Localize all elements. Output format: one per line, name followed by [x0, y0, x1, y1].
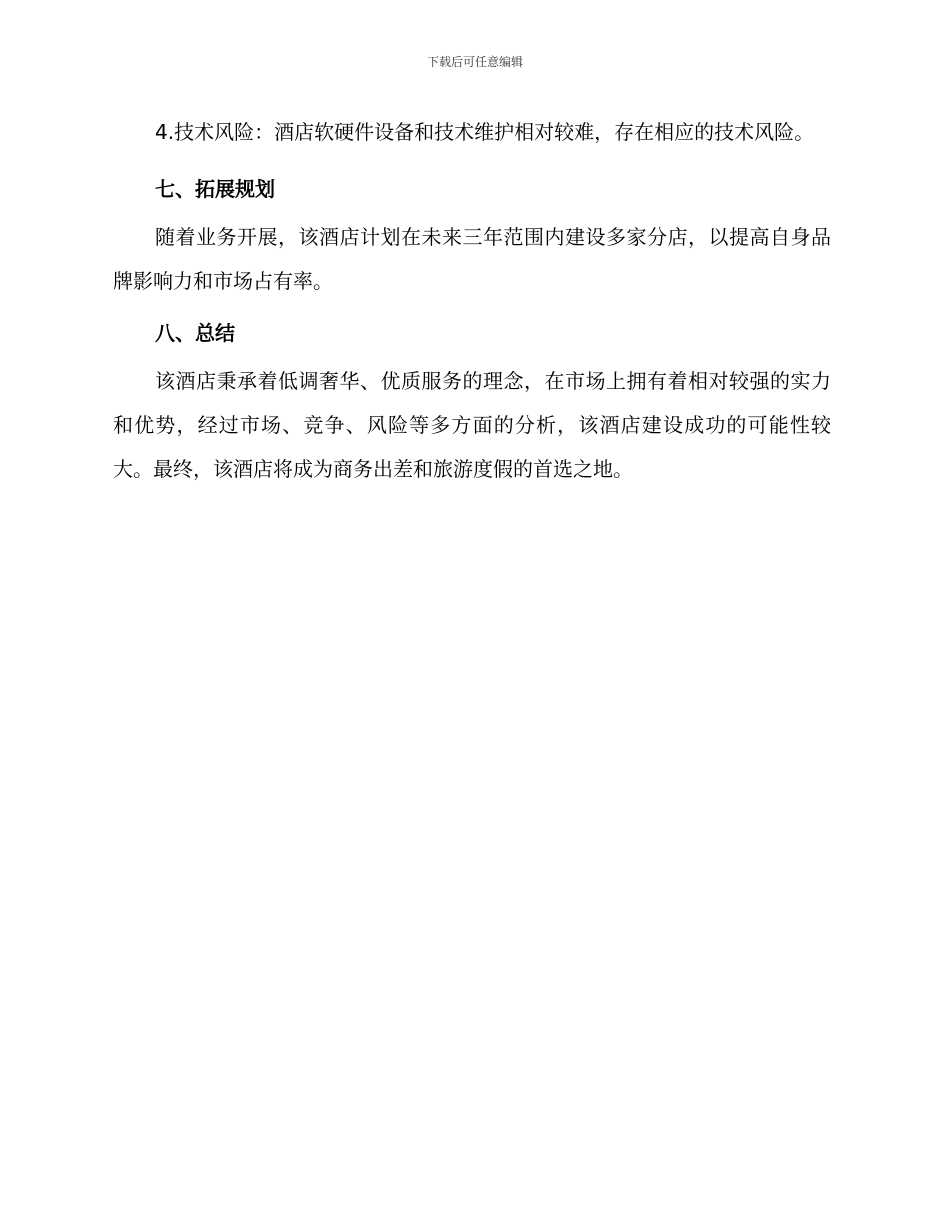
- header-note: 下载后可任意编辑: [426, 55, 523, 69]
- paragraph-expansion: 随着业务开展，该酒店计划在未来三年范围内建设多家分店，以提高自身品牌影响力和市场占有率。: [113, 225, 831, 293]
- section-heading-summary: 八、总结: [155, 321, 235, 345]
- paragraph-summary: 该酒店秉承着低调奢华、优质服务的理念，在市场上拥有着相对较强的实力和优势，经过市场、竞争、风险等多方面的分析，该酒店建设成功的可能性较大。最终，该酒店将成为商务出差和旅游度假的首选之地。: [113, 369, 831, 481]
- document-body: [113, 110, 831, 491]
- paragraph-technical-risk: 4.技术风险：酒店软硬件设备和技术维护相对较难，存在相应的技术风险。: [155, 120, 815, 144]
- section-heading-expansion: 七、拓展规划: [155, 177, 275, 201]
